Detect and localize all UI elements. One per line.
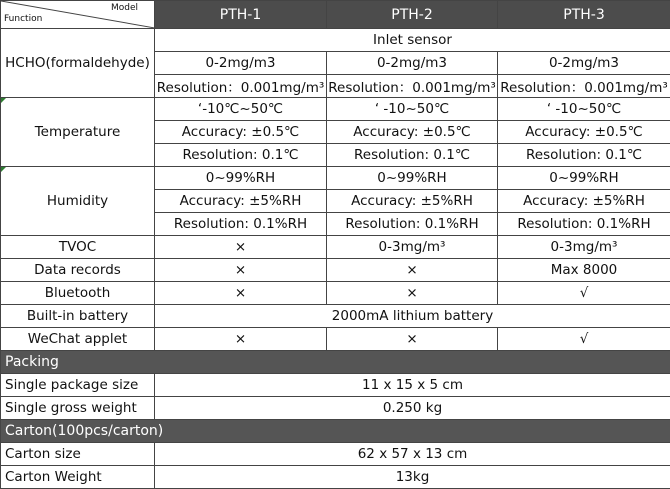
temperature-resolution-pth2: Resolution: 0.1℃ (327, 144, 498, 167)
package-size-row (1, 374, 670, 397)
carton-section-row (1, 420, 670, 443)
humidity-resolution-pth3: Resolution: 0.1%RH (498, 213, 670, 236)
humidity-resolution-pth1: Resolution: 0.1%RH (155, 213, 327, 236)
battery-row (1, 305, 670, 328)
hcho-range-pth1: 0-2mg/m3 (155, 52, 327, 75)
hcho-range-pth2: 0-2mg/m3 (327, 52, 498, 75)
humidity-accuracy-pth3: Accuracy: ±5%RH (498, 190, 670, 213)
data-records-pth1: × (155, 259, 327, 282)
hcho-label: HCHO(formaldehyde) (1, 29, 155, 98)
humidity-range-pth2: 0~99%RH (327, 167, 498, 190)
temperature-resolution-pth3: Resolution: 0.1℃ (498, 144, 670, 167)
gross-weight-label: Single gross weight (1, 397, 155, 420)
temperature-accuracy-pth1: Accuracy: ±0.5℃ (155, 121, 327, 144)
wechat-pth1: × (155, 328, 327, 351)
package-size-value: 11 x 15 x 5 cm (155, 374, 670, 397)
function-label: Function (4, 14, 42, 24)
temperature-label-cell (1, 98, 155, 167)
temperature-label: Temperature (35, 124, 121, 140)
tvoc-pth3: 0-3mg/m³ (498, 236, 670, 259)
carton-weight-value: 13kg (155, 466, 670, 489)
wechat-label: WeChat applet (1, 328, 155, 351)
bluetooth-pth3: √ (498, 282, 670, 305)
packing-title: Packing (1, 351, 670, 374)
humidity-range-pth3: 0~99%RH (498, 167, 670, 190)
temperature-resolution-pth1: Resolution: 0.1℃ (155, 144, 327, 167)
model-header-pth3: PTH-3 (498, 1, 670, 29)
temperature-range-row (1, 98, 670, 121)
temperature-accuracy-pth3: Accuracy: ±0.5℃ (498, 121, 670, 144)
header-corner-cell (1, 1, 155, 29)
gross-weight-value: 0.250 kg (155, 397, 670, 420)
hcho-sensor: Inlet sensor (155, 29, 670, 52)
humidity-accuracy-pth2: Accuracy: ±5%RH (327, 190, 498, 213)
gross-weight-row (1, 397, 670, 420)
temperature-range-pth2: ‘ -10~50℃ (327, 98, 498, 121)
model-label: Model (111, 3, 138, 13)
data-records-pth3: Max 8000 (498, 259, 670, 282)
bluetooth-pth1: × (155, 282, 327, 305)
humidity-accuracy-pth1: Accuracy: ±5%RH (155, 190, 327, 213)
data-records-pth2: × (327, 259, 498, 282)
bluetooth-row (1, 282, 670, 305)
carton-size-value: 62 x 57 x 13 cm (155, 443, 670, 466)
tvoc-label: TVOC (1, 236, 155, 259)
wechat-row (1, 328, 670, 351)
corner-marker (1, 167, 6, 172)
tvoc-pth1: × (155, 236, 327, 259)
carton-size-row (1, 443, 670, 466)
battery-label: Built-in battery (1, 305, 155, 328)
hcho-resolution-pth2: Resolution：0.001mg/m³ (327, 75, 498, 98)
humidity-range-row (1, 167, 670, 190)
hcho-resolution-pth3: Resolution：0.001mg/m³ (498, 75, 670, 98)
model-header-pth2: PTH-2 (327, 1, 498, 29)
bluetooth-label: Bluetooth (1, 282, 155, 305)
carton-weight-row (1, 466, 670, 489)
hcho-sensor-row (1, 29, 670, 52)
tvoc-pth2: 0-3mg/m³ (327, 236, 498, 259)
model-header-pth1: PTH-1 (155, 1, 327, 29)
humidity-label-cell (1, 167, 155, 236)
tvoc-row (1, 236, 670, 259)
battery-value: 2000mA lithium battery (155, 305, 670, 328)
humidity-range-pth1: 0~99%RH (155, 167, 327, 190)
carton-size-label: Carton size (1, 443, 155, 466)
humidity-label: Humidity (47, 193, 108, 209)
humidity-resolution-pth2: Resolution: 0.1%RH (327, 213, 498, 236)
package-size-label: Single package size (1, 374, 155, 397)
data-records-label: Data records (1, 259, 155, 282)
carton-title: Carton(100pcs/carton) (1, 420, 670, 443)
bluetooth-pth2: × (327, 282, 498, 305)
packing-section-row (1, 351, 670, 374)
temperature-range-pth1: ‘-10℃~50℃ (155, 98, 327, 121)
hcho-range-pth3: 0-2mg/m3 (498, 52, 670, 75)
data-records-row (1, 259, 670, 282)
wechat-pth2: × (327, 328, 498, 351)
temperature-accuracy-pth2: Accuracy: ±0.5℃ (327, 121, 498, 144)
temperature-range-pth3: ‘ -10~50℃ (498, 98, 670, 121)
hcho-resolution-pth1: Resolution：0.001mg/m³ (155, 75, 327, 98)
corner-marker (1, 98, 6, 103)
header-row (1, 1, 670, 29)
carton-weight-label: Carton Weight (1, 466, 155, 489)
wechat-pth3: √ (498, 328, 670, 351)
